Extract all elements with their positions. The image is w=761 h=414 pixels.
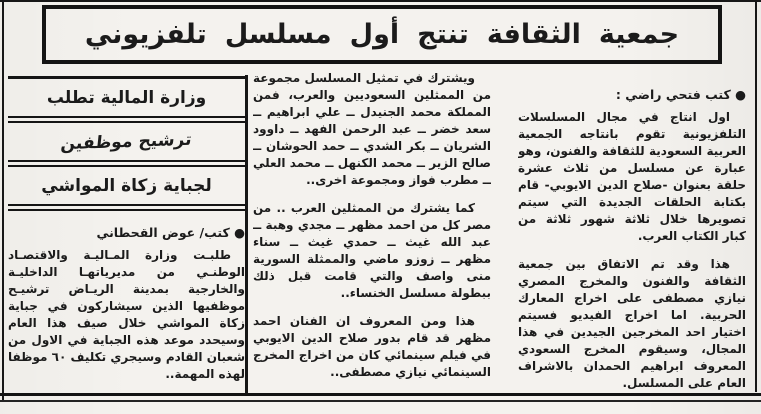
sidebar-headline-line-2 [8,123,245,160]
article-paragraph: ويشترك في تمثيل المسلسل مجموعة من الممثلين السعوديين والعرب، فمن المملكة محمد الجنيدل ــ علي ابراهيم ــ سعد خضر ــ عبد الرحمن الفهد ــ داوود الشريان ــ بكر الشدي ــ حمد الحوشان ــ صالح الزير ــ محمد الكنهل ــ محمد العلي ــ مطرب فواز ومجموعة اخرى.. [253,71,491,187]
page-border-top [0,0,761,2]
article-paragraph: كما يشترك من الممثلين العرب .. من مصر كل من احمد مظهر ــ مجدي وهبة ــ عبد الله غيث ــ حمدي غيث ــ سناء مظهر ــ زوزو ماضي والممثلة السورية منى واصف والتي قامت قبل ذلك ببطولة مسلسل الخنساء.. [253,201,491,300]
sidebar-headline-line-3: لجباية زكاة المواشي [41,176,212,196]
article-paragraph: هذا وقد تم الاتفاق بين جمعية الثقافة والفنون والمخرج المصري نيازي مصطفى على اخراج المعارك الحربية. اما اخراج الفيديو فسيتم اختيار احد المخرجين الجيدين في هذا المجال، وسيقوم المخرج السعودي المعروف ابراهيم الحمدان بالاشراف العام على المسلسل. [518,257,746,390]
article-paragraph: اول انتاج في مجال المسلسلات التلفزيونية تقوم بانتاجه الجمعية العربية السعودية للثقافة والفنون، وهو عبارة عن مسلسل من ثلاث عشرة حلقة بعنوان -صلاح الدين الايوبي- قام بكتابة الحلقات الجديدة التي سيتم تصويرها خلال ثلاثة شهور ثلاثة من كبار الكتاب العرب. [518,110,746,243]
sidebar-byline: ● كتب/ عوض القحطاني [96,225,245,240]
column-first [518,86,746,394]
page-border-right [755,0,757,392]
main-headline-box [42,5,722,64]
sidebar-headline-line-1: وزارة المالية تطلب [46,88,207,108]
column-divider-rule [245,75,248,394]
sidebar-headline-line-2-text: ترشيح موظفين [59,129,194,155]
article-paragraph: طلبـت وزارة المـاليـة والاقتصـاد الوطنـي من مديرياتهـا الداخليـة والخارجية بمدينة الريـاض ترشيـح موظفيها الذين سيشاركون في جباية زكاة المواشي خلال صيف هذا العام وسيحدد موعد هذه الجباية في الاول من شعبان القادم وسيجري تكليف ٦٠ موظفا لهذه المهمة.. [8,248,245,381]
sidebar-double-rule [8,204,245,211]
sidebar-double-rule [8,116,245,123]
column-middle [253,70,491,396]
page-border-left [2,0,4,402]
column-sidebar [8,76,245,396]
main-headline: جمعية الثقافة تنتج أول مسلسل تلفزيوني [84,19,680,50]
article-paragraph: هذا ومن المعروف ان الفنان احمد مظهر قد قام بدور صلاح الدين الايوبي في فيلم سينمائي كان من اخراج المخرج السينمائي نيازي مصطفى.. [253,314,491,379]
sidebar-double-rule [8,160,245,167]
first-column-byline: ● كتب فتحي راضي : [615,87,746,102]
